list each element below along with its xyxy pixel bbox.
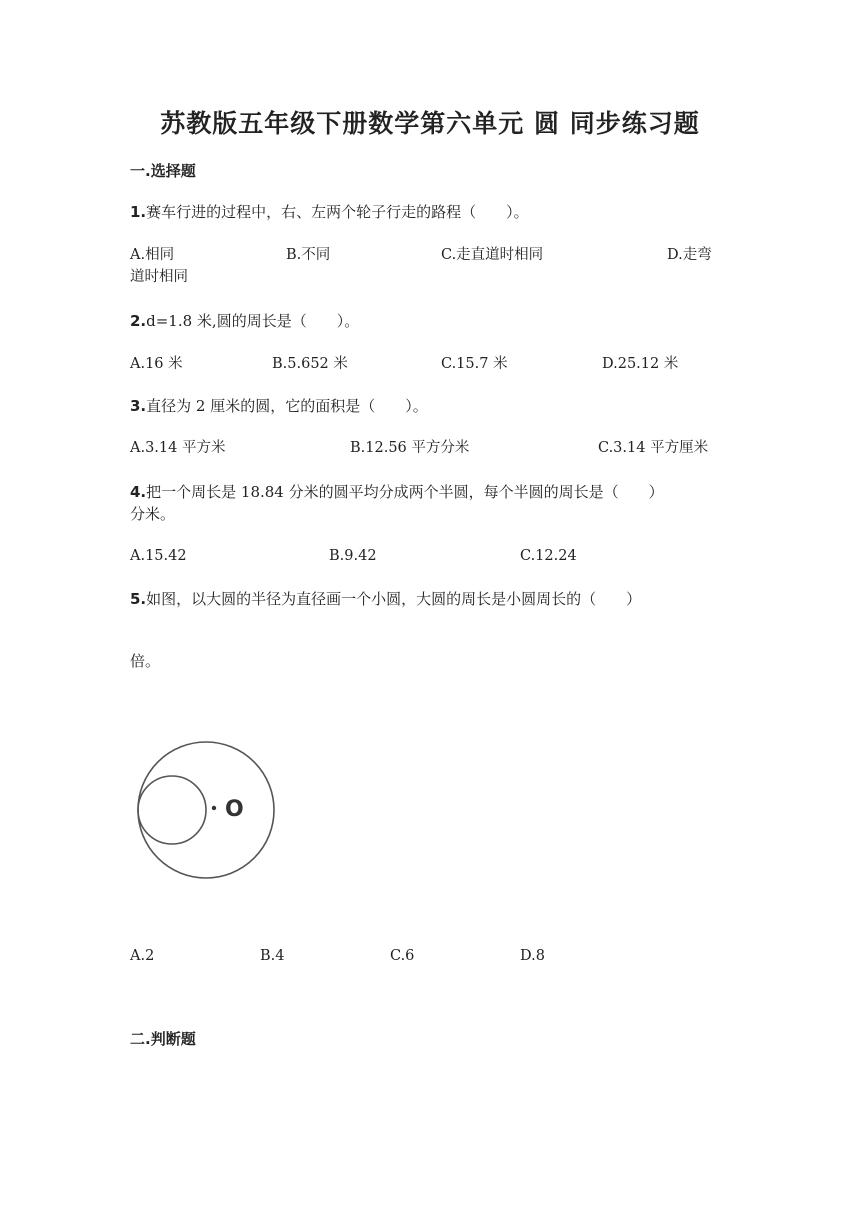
question-number: 5.	[130, 590, 147, 608]
question-number: 4.	[130, 483, 147, 501]
option-a: A.3.14 平方米	[130, 440, 226, 456]
question-text: d=1.8 米,圆的周长是（ ）。	[146, 312, 360, 330]
question-4	[130, 481, 730, 503]
question-number: 1.	[130, 203, 147, 221]
section-heading-choice: 一.选择题	[130, 162, 196, 180]
option-d: D.走弯	[667, 247, 712, 263]
option-a: A.16 米	[130, 356, 183, 372]
option-c: C.6	[390, 948, 415, 964]
option-d-continuation: 道时相同	[130, 269, 188, 285]
question-number: 2.	[130, 312, 147, 330]
question-5	[130, 588, 730, 610]
center-label: O	[225, 797, 244, 822]
option-c: C.15.7 米	[441, 356, 508, 372]
question-1	[130, 201, 730, 223]
option-c: C.3.14 平方厘米	[598, 440, 709, 456]
question-2	[130, 310, 730, 332]
option-b: B.4	[260, 948, 285, 964]
question-text: 赛车行进的过程中，右、左两个轮子行走的路程（ ）。	[146, 203, 529, 221]
question-4-line2: 分米。	[130, 505, 176, 523]
option-b: B.不同	[286, 247, 331, 263]
question-number: 3.	[130, 397, 147, 415]
question-text: 直径为 2 厘米的圆，它的面积是（ ）。	[146, 397, 428, 415]
option-a: A.15.42	[130, 548, 187, 564]
option-b: B.9.42	[329, 548, 377, 564]
option-c: C.12.24	[520, 548, 577, 564]
option-b: B.12.56 平方分米	[350, 440, 470, 456]
circle-diagram	[130, 738, 280, 883]
section-heading-judgment: 二.判断题	[130, 1030, 196, 1048]
option-a: A.2	[130, 948, 155, 964]
question-text: 把一个周长是 18.84 分米的圆平均分成两个半圆，每个半圆的周长是（ ）	[146, 483, 664, 501]
question-text: 如图，以大圆的半径为直径画一个小圆，大圆的周长是小圆周长的（ ）	[146, 590, 642, 608]
option-a: A.相同	[130, 247, 175, 263]
center-point	[212, 806, 216, 810]
page-title: 苏教版五年级下册数学第六单元 圆 同步练习题	[160, 109, 700, 138]
question-5-line2: 倍。	[130, 652, 161, 670]
option-c: C.走直道时相同	[441, 247, 544, 263]
option-d: D.25.12 米	[602, 356, 679, 372]
small-circle	[138, 776, 206, 844]
option-b: B.5.652 米	[272, 356, 348, 372]
option-d: D.8	[520, 948, 545, 964]
question-3	[130, 395, 730, 417]
